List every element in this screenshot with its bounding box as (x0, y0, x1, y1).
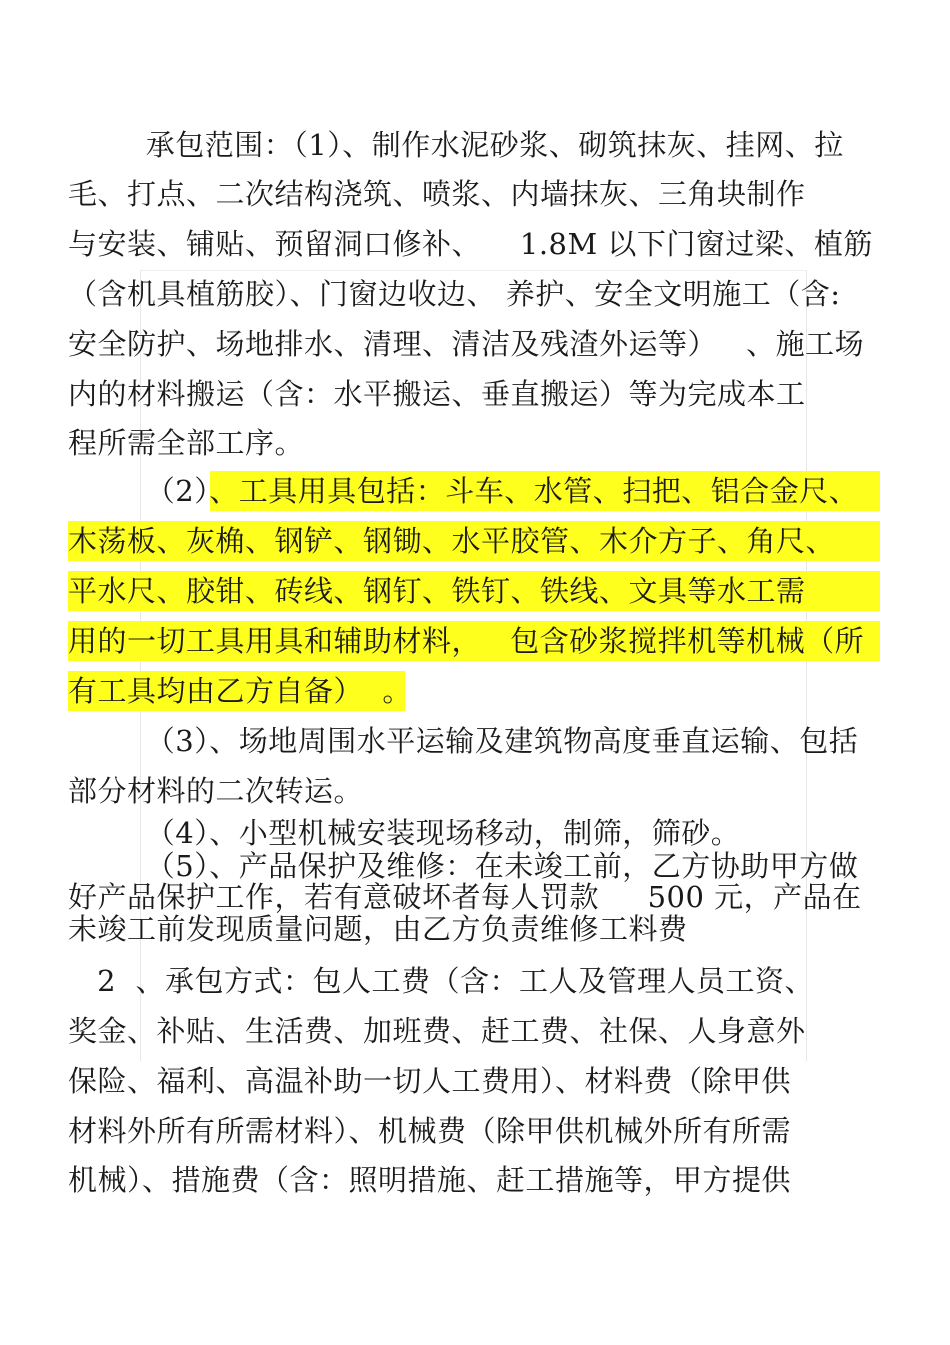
text-line: 未竣工前发现质量问题，由乙方负责维修工料费 (68, 912, 688, 946)
text-line: （4）、小型机械安装现场移动，制筛，筛砂。 (68, 816, 741, 850)
text-line: 程所需全部工序。 (68, 426, 305, 460)
text-line: 奖金、补贴、生活费、加班费、赶工费、社保、人身意外 (68, 1014, 806, 1048)
text-line: 内的材料搬运（含：水平搬运、垂直搬运）等为完成本工 (68, 377, 806, 411)
text-line-highlighted: 用的一切工具用具和辅助材料， 包含砂浆搅拌机等机械（所 (68, 624, 865, 658)
text-line: 材料外所有所需材料）、机械费（除甲供机械外所有所需 (68, 1114, 792, 1148)
text-line: 2 、承包方式：包人工费（含：工人及管理人员工资、 (68, 964, 815, 998)
text-line: 与安装、铺贴、预留洞口修补、 1.8M 以下门窗过梁、植筋 (68, 227, 873, 261)
text-line: 机械）、措施费（含：照明措施、赶工措施等，甲方提供 (68, 1163, 792, 1197)
text-line: 保险、福利、高温补助一切人工费用）、材料费（除甲供 (68, 1064, 792, 1098)
text-line: 毛、打点、二次结构浇筑、喷浆、内墙抹灰、三角块制作 (68, 177, 806, 211)
text-line-highlighted: 有工具均由乙方自备） 。 (68, 674, 412, 708)
text-line-highlighted: （2）、工具用具包括：斗车、水管、扫把、铝合金尺、 (68, 474, 859, 508)
text-line: 安全防护、场地排水、清理、清洁及残渣外运等） 、施工场 (68, 327, 865, 361)
text-line: 好产品保护工作，若有意破坏者每人罚款 500 元，产品在 (68, 880, 862, 914)
text-line-highlighted: 平水尺、胶钳、砖线、钢钉、铁钉、铁线、文具等水工需 (68, 574, 806, 608)
text-line: 部分材料的二次转运。 (68, 774, 364, 808)
text-line: 承包范围：（1）、制作水泥砂浆、砌筑抹灰、挂网、拉 (68, 128, 844, 162)
text-line: （3）、场地周围水平运输及建筑物高度垂直运输、包括 (68, 724, 859, 758)
text-line-highlighted: 木荡板、灰桷、钢铲、钢锄、水平胶管、木介方子、角尺、 (68, 524, 836, 558)
text-line: （5）、产品保护及维修：在未竣工前，乙方协助甲方做 (68, 849, 859, 883)
text-line: （含机具植筋胶）、门窗边收边、 养护、安全文明施工（含: (68, 277, 841, 311)
